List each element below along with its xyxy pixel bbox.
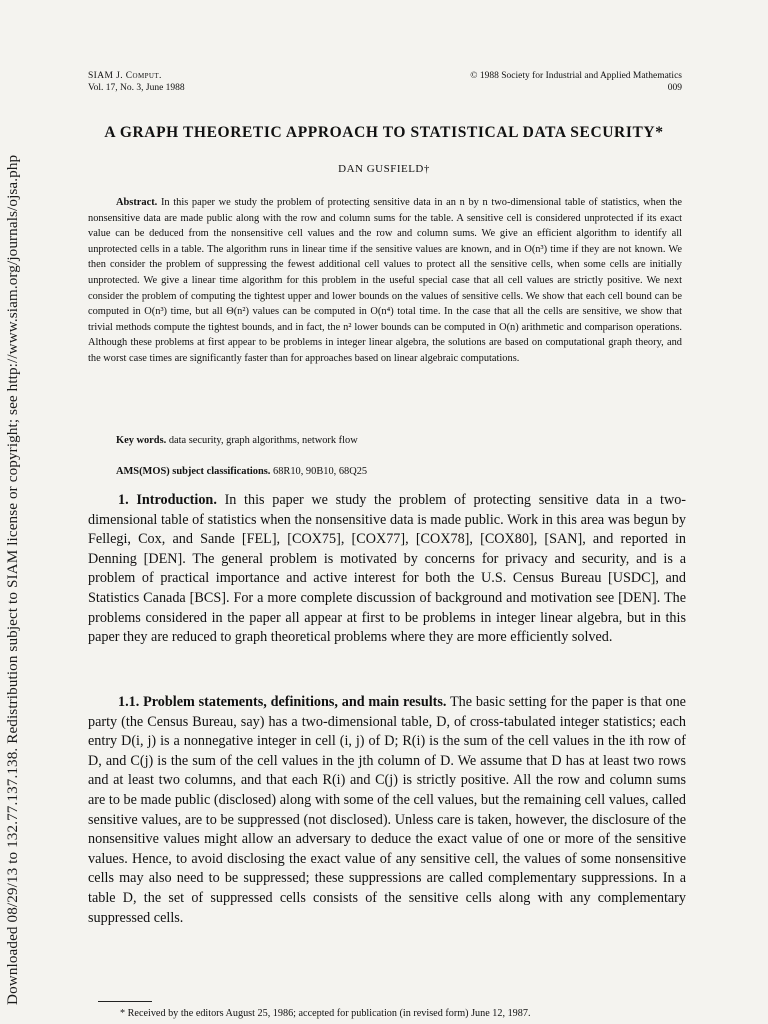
download-notice: Downloaded 08/29/13 to 132.77.137.138. Redistribution subject to SIAM license or copyright; see http://www.siam.org/journals/ojsa.php [4,154,21,1005]
abstract-label: Abstract. [116,197,158,208]
keywords [116,435,358,446]
section-introduction [88,491,686,648]
paper-author: DAN GUSFIELD† [338,163,430,175]
abstract-text: In this paper we study the problem of protecting sensitive data in an n by n two-dimensional table of statistics, when the nonsensitive data are made public along with the row and column sums for the table. A sensitive cell is considered unprotected if its exact value can be deduced from the nonsensitive cell values and the row and column sums. We give an efficient algorithm to identify all unprotected cells in a table. The algorithm runs in linear time if the sensitive values are known, and in O(n³) time if they are not known. We then consider the problem of suppressing the fewest additional cell values to protect all the sensitive cells, when some cells are initially unprotected. We give a linear time algorithm for this problem in the useful special case that all cell values are strictly positive. We next consider the problem of computing the tightest upper and lower bounds on the values of sensitive cells. We show that each cell bound can be computed in O(n³) time, but all Θ(n²) values can be computed in O(n⁴) total time. In the case that all the cells are sensitive, we show that trivial methods compute the tightest bounds, and in fact, the n² lower bounds can be computed in O(n) arithmetic and comparison operations. Although these problems at first appear to be problems in integer linear algebra, the solutions are based on computational graph theory, and the worst case times are significantly faster than for approaches based on linear algebraic computations. [88,197,682,364]
ams-label: AMS(MOS) subject classifications. [116,466,271,477]
download-sidebar [0,0,26,1024]
received-footnote: * Received by the editors August 25, 1986; accepted for publication (in revised form) June 12, 1987. [120,1008,531,1019]
paper-title: A GRAPH THEORETIC APPROACH TO STATISTICAL DATA SECURITY* [104,124,664,141]
footnote-divider [98,1001,152,1002]
journal-name: SIAM J. Comput. [88,71,162,81]
ams-classifications [116,466,367,477]
section11-heading: 1.1. Problem statements, definitions, and main results. [118,694,447,710]
abstract [88,195,682,367]
keywords-text: data security, graph algorithms, network flow [168,435,358,446]
journal-info [88,70,185,94]
copyright-info [470,70,682,94]
page-code: 009 [667,83,682,93]
ams-text: 68R10, 90B10, 68Q25 [273,466,368,477]
keywords-label: Key words. [116,435,167,446]
section11-text: The basic setting for the paper is that one party (the Census Bureau, say) has a two-dimensional table, D, of cross-tabulated integer statistics; each entry D(i, j) is a nonnegative integer in cell (i, j) of D; R(i) is the sum of the cell values in the ith row of D, and C(j) is the sum of the cell values in the jth column of D. We assume that D has at least two rows and at least two columns, and that each R(i) and C(j) is strictly positive. All the row and column sums are to be made public (disclosed) along with some of the cell values, but the remaining cell values, called sensitive values, are to be suppressed (not disclosed). Unless care is taken, however, the disclosure of the nonsensitive values might allow an adversary to deduce the exact value of one or more of the sensitive values. Hence, to avoid disclosing the exact value of any sensitive cell, the values of some nonsensitive cells may also need to be suppressed; these suppressions are called complementary suppressions. In a table D, the set of suppressed cells consists of the sensitive cells along with any complementary suppressed cells. [88,694,686,926]
section1-heading: 1. Introduction. [118,492,217,508]
journal-volume: Vol. 17, No. 3, June 1988 [88,83,185,93]
section1-text: In this paper we study the problem of protecting sensitive data in a two-dimensional table of statistics when the nonsensitive data is made public. Work in this area was begun by Fellegi, Cox, and Sande [FEL], [COX75], [COX77], [COX78], [COX80], [SAN], and reported in Denning [DEN]. The general problem is motivated by concerns for privacy and security, and is a problem of practical importance and active interest for both the U.S. Census Bureau [USDC], and Statistics Canada [BCS]. For a more complete discussion of background and motivation see [DEN]. The problems considered in the paper all appear at first to be problems in integer linear algebra, but in this paper they are reduced to graph theoretical problems where they are more efficiently solved. [88,492,687,646]
section-problem-statements [88,693,686,928]
copyright-line: © 1988 Society for Industrial and Applied Mathematics [470,71,682,81]
